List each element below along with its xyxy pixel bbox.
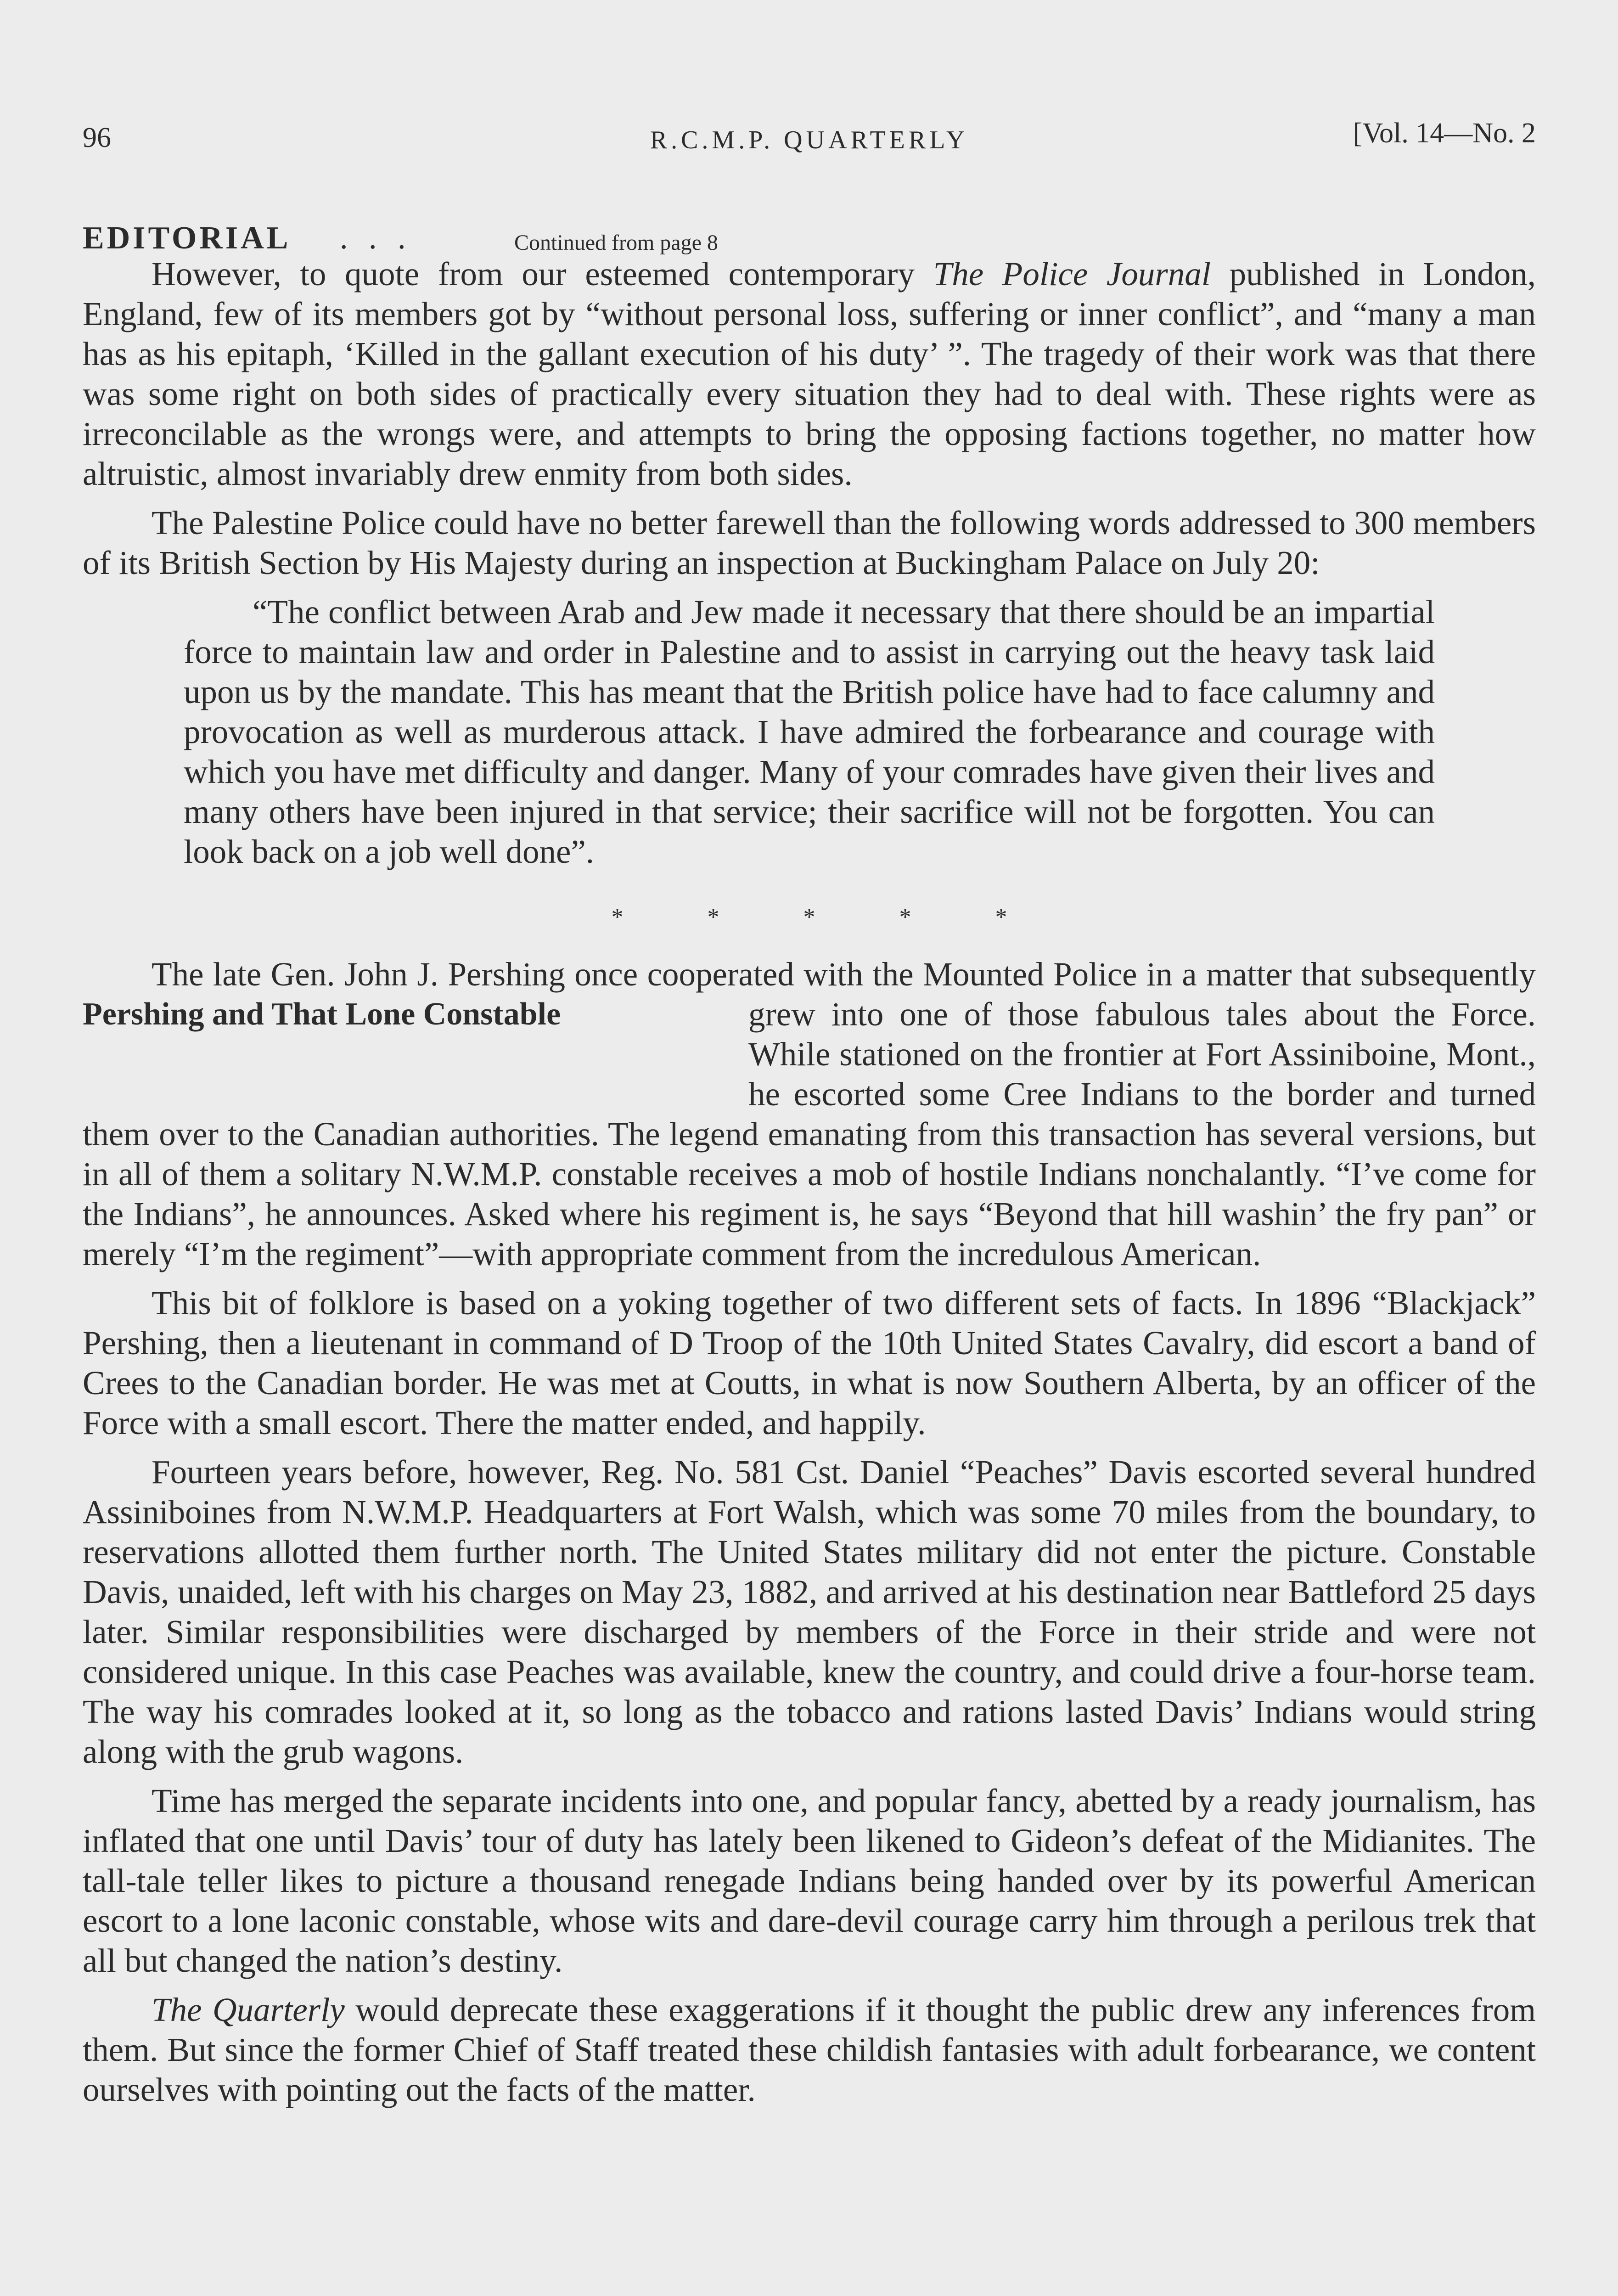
- paragraph-4: This bit of folklore is based on a yoking together of two different sets of facts. In 1896 “Blackjack” Pershing, then a lieutenant in command of D Troop of the 10th United States Cavalry, did escort a band of Crees to the Canadian border. He was met at Coutts, in what is now Southern Alberta, by an officer of the Force with a small escort. There the matter ended, and happily.: [83, 1284, 1536, 1441]
- paragraph-2: The Palestine Police could have no better farewell than the following words addressed to 300 members of its British Section by His Majesty during an inspection at Buckingham Palace on July 20:: [83, 504, 1536, 581]
- paragraph-3: The late Gen. John J. Pershing once cooperated with the Mounted Police in a matter that subsequently grew into one of those fabulous tales about the Force. While stationed on the frontier at Fort Assiniboine, Mont., he escorted some Cree Indians to the border and turned them over to the Canadian authorities. The legend emanating from this transaction has several versions, but in all of them a solitary N.W.M.P. constable receives a mob of hostile Indians nonchalantly. “I’ve come for the Indians”, he announces. Asked where his regiment is, he says “Beyond that hill washin’ the fry pan” or merely “I’m the regiment”—with appropriate comment from the incredulous American.: [83, 956, 1536, 1272]
- side-heading-box: [83, 994, 748, 1114]
- volume-label: [Vol. 14—No. 2: [1353, 118, 1536, 149]
- paragraph-1: [83, 254, 1536, 494]
- article-body: [83, 209, 1536, 2119]
- paragraph-7-post: would deprecate these exaggerations if it thought the public drew any inferences from them. But since the former Chief of Staff treated these childish fantasies with adult forbearance, we content ourselves with pointing out the facts of the matter.: [83, 1991, 1536, 2108]
- continued-note: Continued from page 8: [514, 231, 718, 255]
- side-heading: Pershing and That Lone Constable: [83, 996, 561, 1032]
- section-separator: * * * * *: [611, 904, 1007, 930]
- publication-title: R.C.M.P. QUARTERLY: [650, 126, 969, 154]
- editorial-heading: [83, 209, 1536, 254]
- editorial-title: EDITORIAL: [83, 220, 291, 256]
- journal-title: The Police Journal: [933, 255, 1211, 293]
- paragraph-1-post: published in London, England, few of its members got by “without personal loss, suffering or inner conflict”, and “many a man has as his epitaph, ‘Killed in the gallant execution of his duty’ ”. The tragedy of their work was that there was some right on both sides of practically every situation they had to deal with. These rights were as irreconcilable as the wrongs were, and attempts to bring the opposing factions together, no matter how altruistic, almost invariably drew enmity from both sides.: [83, 255, 1536, 492]
- paragraph-7: [83, 1990, 1536, 2110]
- kings-quote: “The conflict between Arab and Jew made it necessary that there should be an impartial force to maintain law and order in Palestine and to assist in carrying out the heavy task laid upon us by the mandate. This has meant that the British police have had to face calumny and provocation as well as murderous attack. I have admired the forbearance and courage with which you have met difficulty and danger. Many of your comrades have given their lives and many others have been injured in that service; their sacrifice will not be forgotten. You can look back on a job well done”.: [184, 593, 1435, 870]
- paragraph-6: Time has merged the separate incidents into one, and popular fancy, abetted by a ready journalism, has inflated that one until Davis’ tour of duty has lately been likened to Gideon’s defeat of the Midianites. The tall-tale teller likes to picture a thousand renegade Indians being handed over by its powerful American escort to a lone laconic constable, whose wits and dare-devil courage carry him through a perilous trek that all but changed the nation’s destiny.: [83, 1782, 1536, 1979]
- quarterly-title: The Quarterly: [152, 1991, 345, 2028]
- page-header: [83, 117, 1536, 158]
- editorial-dots: . . .: [340, 220, 412, 256]
- paragraph-1-pre: However, to quote from our esteemed contemporary: [152, 255, 933, 293]
- page-number: 96: [83, 122, 111, 153]
- paragraph-5: Fourteen years before, however, Reg. No. 581 Cst. Daniel “Peaches” Davis escorted several hundred Assiniboines from N.W.M.P. Headquarters at Fort Walsh, which was some 70 miles from the boundary, to reservations allotted them further north. The United States military did not enter the picture. Constable Davis, unaided, left with his charges on May 23, 1882, and arrived at his destination near Battleford 25 days later. Similar responsibilities were discharged by members of the Force in their stride and were not considered unique. In this case Peaches was available, knew the country, and could drive a four-horse team. The way his comrades looked at it, so long as the tobacco and rations lasted Davis’ Indians would string along with the grub wagons.: [83, 1453, 1536, 1770]
